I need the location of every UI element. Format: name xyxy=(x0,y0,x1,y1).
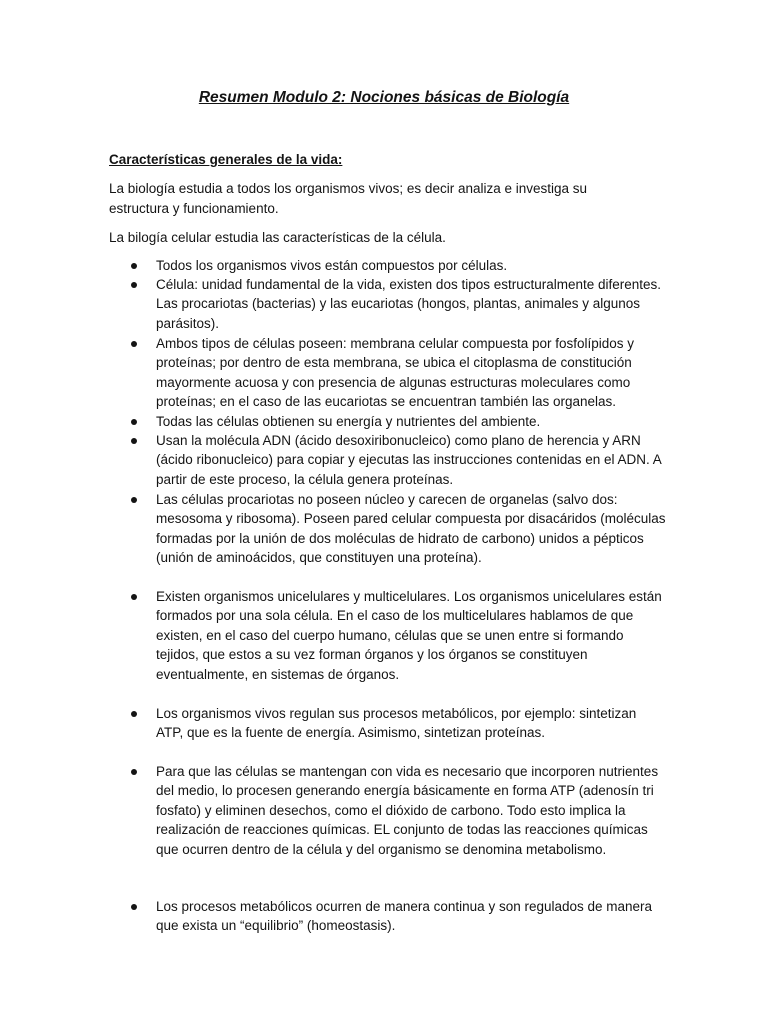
bullet-text: Los procesos metabólicos ocurren de manera continua y son regulados de manera que exista un “equilibrio” (homeostasis). xyxy=(156,899,653,934)
bullet-text: Para que las células se mantengan con vida es necesario que incorporen nutrientes del medio, lo procesen generando energía básicamente en forma ATP (adenosín tri fosfato) y eliminen desechos, como el dióxido de carbono. Todo esto implica la realización de reacciones químicas. EL conjunto de todas las reacciones químicas que ocurren dentro de la célula y del organismo se denomina metabolismo. xyxy=(156,764,659,857)
paragraph-biology: La biología estudia a todos los organismos vivos; es decir analiza e investiga su estructura y funcionamiento. xyxy=(109,181,588,216)
bullet-dot-icon xyxy=(131,769,137,775)
paragraph-cell-biology: La bilogía celular estudia las características de la célula. xyxy=(109,230,446,245)
section-heading: Características generales de la vida: xyxy=(109,152,343,167)
bullet-text: Ambos tipos de células poseen: membrana celular compuesta por fosfolípidos y proteínas; por dentro de esta membrana, se ubica el citoplasma de constitución mayormente acuosa y con presencia de algunas estructuras moleculares como proteínas; en el caso de las eucariotas se encuentran también las organelas. xyxy=(156,336,635,410)
bullet-text: Los organismos vivos regulan sus procesos metabólicos, por ejemplo: sintetizan ATP, que es la fuente de energía. Asimismo, sintetizan proteínas. xyxy=(156,706,637,741)
bullet-dot-icon xyxy=(131,282,137,288)
bullet-text: Las células procariotas no poseen núcleo y carecen de organelas (salvo dos: mesosoma y ribosoma). Poseen pared celular compuesta por disacáridos (moléculas formadas por la unión de dos moléculas de hidrato de carbono) unidos a pépticos (unión de aminoácidos, que constituyen una proteína). xyxy=(156,492,666,566)
bullet-dot-icon xyxy=(131,419,137,425)
bullet-dot-icon xyxy=(131,904,137,910)
bullet-dot-icon xyxy=(131,341,137,347)
bullet-text: Célula: unidad fundamental de la vida, existen dos tipos estructuralmente diferentes. Las procariotas (bacterias) y las eucariotas (hongos, plantas, animales y algunos parásitos). xyxy=(156,277,662,331)
bullet-text: Usan la molécula ADN (ácido desoxiribonucleico) como plano de herencia y ARN (ácido ribonucleico) para copiar y ejecutas las instrucciones contenidas en el ADN. A partir de este proceso, la célula genera proteínas. xyxy=(156,433,662,487)
bullet-text: Todos los organismos vivos están compuestos por células. xyxy=(156,258,508,273)
bullet-dot-icon xyxy=(131,497,137,503)
document-title: Resumen Modulo 2: Nociones básicas de Biología xyxy=(198,89,570,106)
bullet-dot-icon xyxy=(131,711,137,717)
bullet-text: Existen organismos unicelulares y multicelulares. Los organismos unicelulares están formados por una sola célula. En el caso de los multicelulares hablamos de que existen, en el caso del cuerpo humano, células que se unen entre si formando tejidos, que estos a su vez forman órganos y los órganos se constituyen eventualmente, en sistemas de órganos. xyxy=(156,589,662,682)
bullet-dot-icon xyxy=(131,594,137,600)
bullet-dot-icon xyxy=(131,438,137,444)
bullet-dot-icon xyxy=(131,263,137,269)
bullet-text: Todas las células obtienen su energía y nutrientes del ambiente. xyxy=(156,414,541,429)
